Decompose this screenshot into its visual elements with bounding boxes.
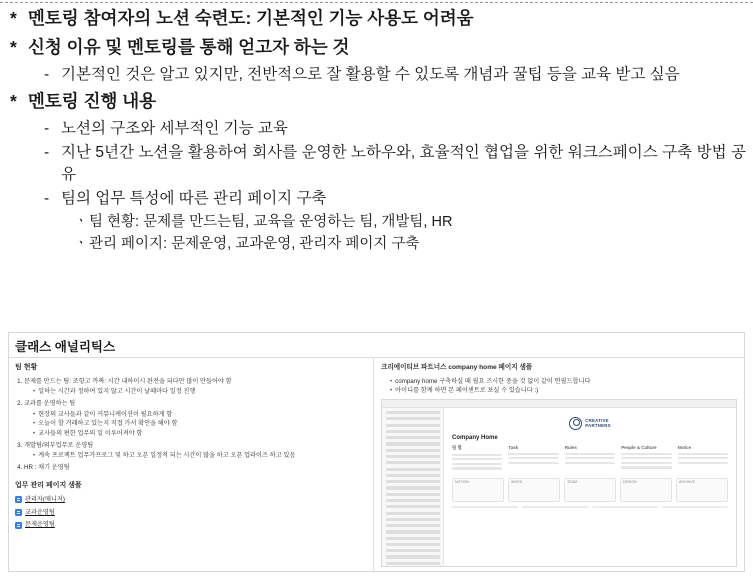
column-line[interactable] xyxy=(678,453,728,455)
footer-line xyxy=(662,506,728,508)
screenshot-column-divider xyxy=(373,357,374,571)
column-line[interactable] xyxy=(452,463,502,465)
logo-line-1: CREATIVE xyxy=(585,417,609,423)
preview-footer-row xyxy=(452,506,728,508)
list-item xyxy=(24,441,365,461)
preview-column xyxy=(508,445,558,472)
column-header: Rules xyxy=(564,445,577,450)
outline-text: 기본적인 것은 알고 있지만, 전반적으로 잘 활용할 수 있도록 개념과 꿀팁 등을 교육 받고 싶음 xyxy=(61,66,680,84)
sidebar-item[interactable] xyxy=(386,436,440,439)
column-line[interactable] xyxy=(452,454,502,456)
sub-list-item: • 현장의 교사들과 같이 커뮤니케이션이 필요하게 함 xyxy=(33,410,365,420)
team-status-title: 팀 현황 xyxy=(15,364,38,371)
column-line[interactable] xyxy=(621,466,671,468)
outline-item-8 xyxy=(8,212,746,232)
sidebar-item[interactable] xyxy=(386,455,440,458)
preview-card[interactable] xyxy=(564,478,616,502)
list-item xyxy=(24,463,365,473)
embedded-screenshot xyxy=(8,332,745,572)
column-line[interactable] xyxy=(565,457,615,459)
logo-text xyxy=(585,418,610,428)
preview-column xyxy=(452,445,502,472)
list-item xyxy=(24,399,365,438)
company-home-preview xyxy=(381,399,737,567)
preview-page-title: Company Home xyxy=(452,435,498,441)
page-icon xyxy=(15,509,22,516)
bullet-dash: - xyxy=(44,119,50,137)
list-item-text: 개발팀/외부업무로 운영팀 xyxy=(24,441,94,449)
outline-text: 팀의 업무 특성에 따른 관리 페이지 구축 xyxy=(61,189,327,207)
bullet-dot: ㆍ xyxy=(74,236,89,253)
sidebar-item[interactable] xyxy=(386,505,440,508)
preview-content xyxy=(444,408,736,566)
outline-text: 관리 페이지: 문제운영, 교과운영, 관리자 페이지 구축 xyxy=(89,236,420,253)
page-link-label[interactable]: 교과운영팀 xyxy=(25,508,55,516)
sub-list-item: • 계속 프로젝트 업무가프로그 및 하고 오픈 일정적 되는 시간이 많을 하고 오픈 업라이즈 하고 있음 xyxy=(33,451,365,461)
outline-item-9 xyxy=(8,234,746,254)
sidebar-item[interactable] xyxy=(386,480,440,483)
list-item-text: 교과를 운영하는 팀 xyxy=(24,400,76,408)
sidebar-item[interactable] xyxy=(386,474,440,477)
sub-list-item: • 교사들의 편한 업무의 일 이루어져야 함 xyxy=(33,429,365,439)
team-status-doc xyxy=(15,363,365,530)
list-item-text: HR : 채기 운영팀 xyxy=(24,463,70,471)
sidebar-item[interactable] xyxy=(386,499,440,502)
sub-list xyxy=(33,387,365,397)
preview-card-row xyxy=(452,478,728,502)
bullet-dot: ㆍ xyxy=(74,214,89,231)
sub-list-item: • 일하는 시간과 정하여 있지 않고 시간이 날때마다 일정 진행 xyxy=(33,387,365,397)
screenshot-title: 클래스 애널리틱스 xyxy=(15,340,116,354)
preview-card[interactable] xyxy=(452,478,504,502)
sidebar-item[interactable] xyxy=(386,430,440,433)
card-caption: NOTION xyxy=(455,480,469,485)
outline-item-5 xyxy=(8,118,746,139)
sidebar-item[interactable] xyxy=(386,530,440,533)
card-caption: TEAM xyxy=(567,480,577,485)
list-item: • 아이디를 함께 하면 본 페이센트로 보실 수 있습니다 :) xyxy=(390,386,739,396)
card-caption: WORK xyxy=(511,480,523,485)
list-item-text: 문제를 만드는 팀: 조항고 까짜: 시간 내하이시 완전을 되다만 많이 만들어야 함 xyxy=(24,377,232,385)
bullet-asterisk: * xyxy=(10,37,17,58)
page-link-row[interactable] xyxy=(15,508,365,518)
sidebar-item[interactable] xyxy=(386,537,440,540)
window-controls xyxy=(385,402,401,405)
sidebar-item[interactable] xyxy=(386,562,440,565)
column-header: Task xyxy=(508,445,519,450)
preview-sidebar[interactable] xyxy=(382,408,444,567)
outline-item-7 xyxy=(8,188,746,209)
creative-partners-logo xyxy=(558,415,622,431)
outline-text: 신청 이유 및 멘토링를 통해 얻고자 하는 것 xyxy=(28,37,350,58)
work-pages-title: 업무 관리 페이지 샘플 xyxy=(15,482,82,490)
column-line[interactable] xyxy=(678,462,728,464)
sidebar-item[interactable] xyxy=(386,524,440,527)
company-home-doc xyxy=(381,363,739,400)
sidebar-item[interactable] xyxy=(386,549,440,552)
outline-text: 멘토링 진행 내용 xyxy=(28,90,157,111)
page-icon xyxy=(15,522,22,529)
sidebar-item[interactable] xyxy=(386,543,440,546)
preview-window-titlebar xyxy=(382,400,736,408)
outline-item-2 xyxy=(8,35,746,59)
sidebar-item[interactable] xyxy=(386,512,440,515)
page-link-row[interactable] xyxy=(15,520,365,530)
preview-card[interactable] xyxy=(508,478,560,502)
bullet-dash: - xyxy=(44,66,50,84)
preview-card[interactable] xyxy=(676,478,728,502)
bullet-asterisk: * xyxy=(10,90,17,111)
page-link-label[interactable]: 관리자(매니저) xyxy=(25,496,65,504)
column-line[interactable] xyxy=(508,457,558,459)
footer-line xyxy=(592,506,658,508)
column-header: Notice xyxy=(677,445,692,450)
footer-line xyxy=(452,506,518,508)
preview-column xyxy=(565,445,615,472)
outline-list xyxy=(8,6,746,256)
list-item: • company home 구축하실 때 필요 즈시한 중을 것 없이 같이 연필드합니다 xyxy=(390,377,739,387)
sidebar-item[interactable] xyxy=(386,518,440,521)
page-icon xyxy=(15,496,22,503)
screenshot-header-divider xyxy=(9,357,745,358)
sidebar-item[interactable] xyxy=(386,417,440,420)
sub-list xyxy=(33,410,365,439)
sidebar-item[interactable] xyxy=(386,411,440,414)
card-caption: DESIGN xyxy=(623,480,637,485)
column-line[interactable] xyxy=(621,462,671,464)
sidebar-item[interactable] xyxy=(386,424,440,427)
outline-item-6 xyxy=(8,142,746,185)
sidebar-item[interactable] xyxy=(386,486,440,489)
column-header: 팀 별 xyxy=(452,445,462,450)
sidebar-item[interactable] xyxy=(386,442,440,445)
preview-column xyxy=(621,445,671,472)
company-home-bullets xyxy=(390,377,739,397)
outline-text: 노션의 구조와 세부적인 기능 교육 xyxy=(61,119,288,137)
column-header: People & Culture xyxy=(621,445,657,450)
sidebar-item[interactable] xyxy=(386,493,440,496)
team-status-list xyxy=(24,377,365,472)
bullet-dash: - xyxy=(44,144,50,162)
preview-column-group xyxy=(452,445,728,472)
company-home-title: 크리에이티브 파트너스 company home 페이지 샘플 xyxy=(381,364,533,371)
card-caption: ARCHIVE xyxy=(679,480,695,485)
column-line[interactable] xyxy=(621,457,671,459)
sidebar-item[interactable] xyxy=(386,461,440,464)
sidebar-item[interactable] xyxy=(386,468,440,471)
sidebar-item[interactable] xyxy=(386,449,440,452)
column-line[interactable] xyxy=(621,453,671,455)
column-line[interactable] xyxy=(565,462,615,464)
outline-item-4 xyxy=(8,89,746,113)
bullet-dash: - xyxy=(44,189,50,207)
footer-line xyxy=(522,506,588,508)
sub-list-item: • 오늘이 할 거래하고 있는지 직접 가서 확인을 해야 함 xyxy=(33,419,365,429)
page-link-row[interactable] xyxy=(15,495,365,505)
column-line[interactable] xyxy=(565,453,615,455)
logo-line-2: PARTNERS xyxy=(585,423,611,428)
column-line[interactable] xyxy=(508,453,558,455)
bullet-asterisk: * xyxy=(10,8,17,28)
outline-text: 멘토링 참여자의 노션 숙련도: 기본적인 기능 사용도 어려움 xyxy=(28,8,474,28)
logo-mark-icon xyxy=(569,417,582,430)
top-divider xyxy=(0,2,753,3)
sub-list xyxy=(33,451,365,461)
outline-text: 지난 5년간 노션을 활용하여 회사를 운영한 노하우와, 효율적인 협업을 위한 워크스페이스 구축 방법 공유 xyxy=(61,144,746,183)
column-line[interactable] xyxy=(508,462,558,464)
list-item xyxy=(24,377,365,397)
column-line[interactable] xyxy=(678,457,728,459)
column-line[interactable] xyxy=(452,458,502,460)
column-line[interactable] xyxy=(452,467,502,469)
outline-text: 팀 현황: 문제를 만드는팀, 교육을 운영하는 팀, 개발팀, HR xyxy=(89,214,453,231)
preview-column xyxy=(678,445,728,472)
page-link-label[interactable]: 문제운영팀 xyxy=(25,521,55,529)
outline-item-1 xyxy=(8,6,746,30)
preview-card[interactable] xyxy=(620,478,672,502)
sidebar-item[interactable] xyxy=(386,555,440,558)
outline-item-3 xyxy=(8,64,746,85)
